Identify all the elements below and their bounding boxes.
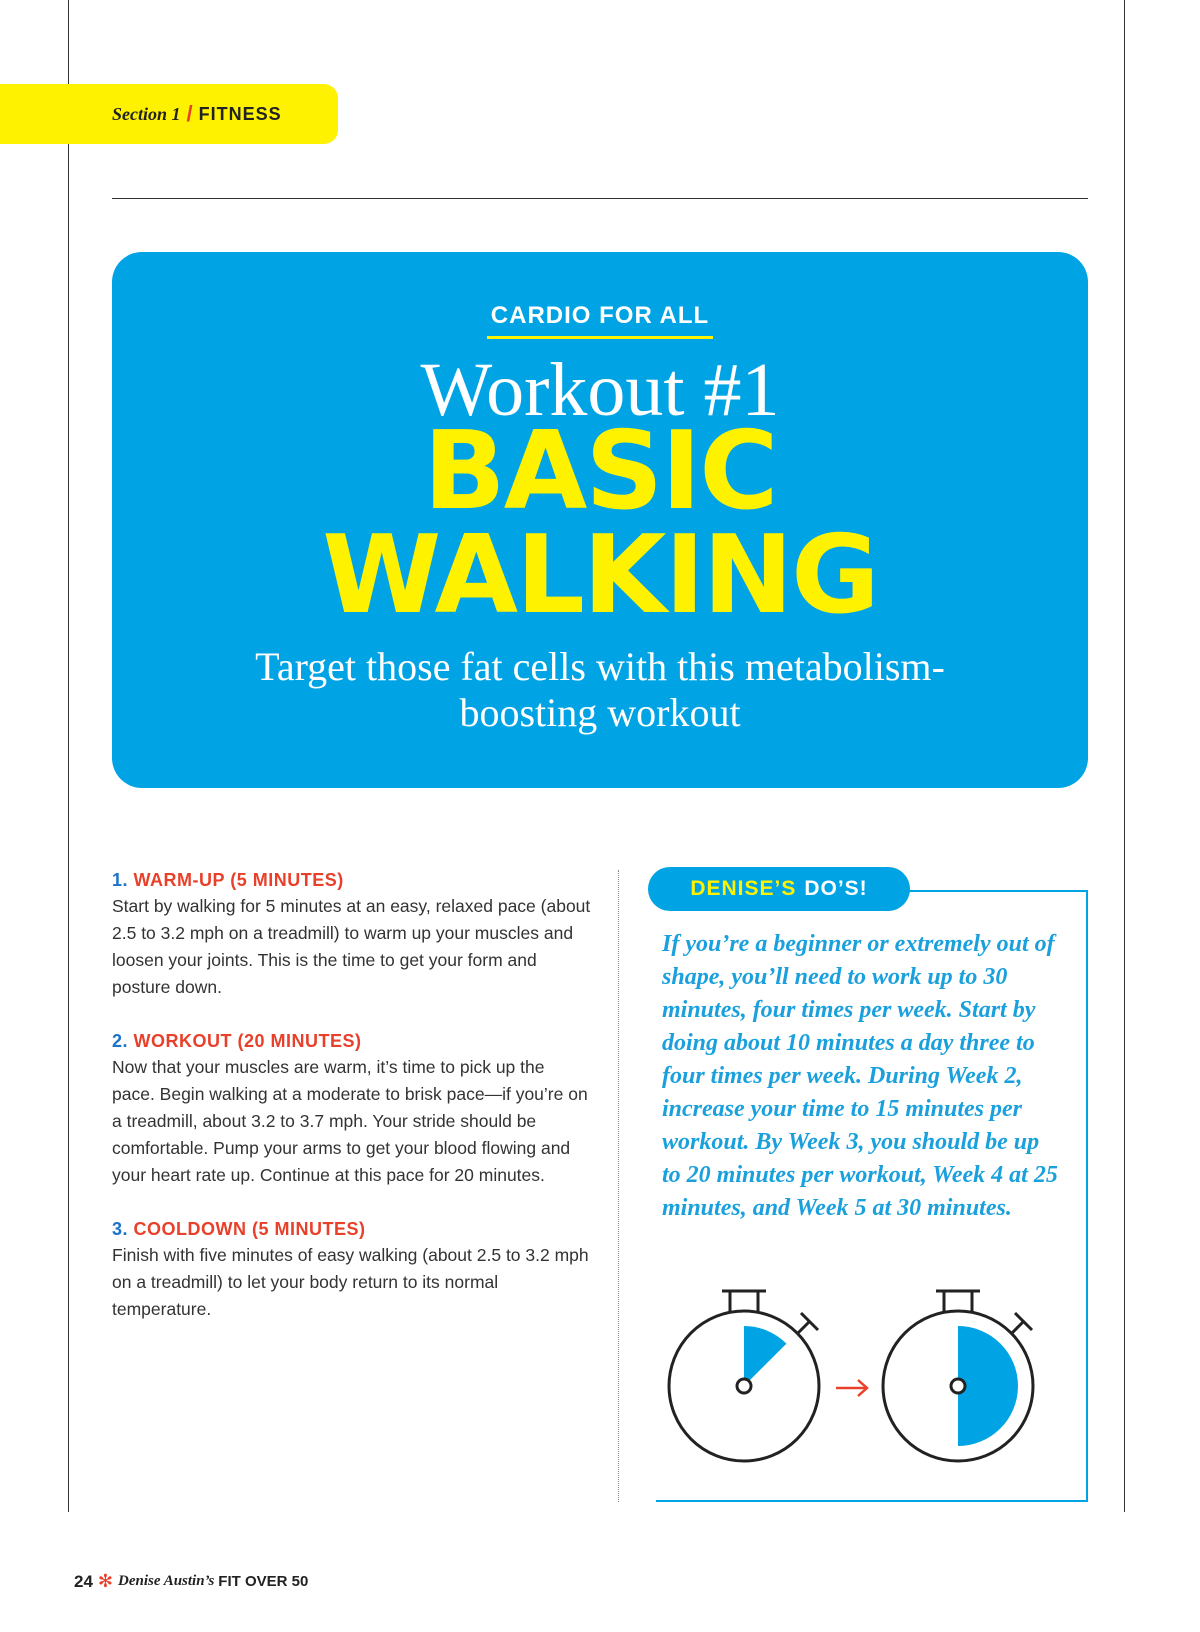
step-body: Finish with five minutes of easy walking (about 2.5 to 3.2 mph on a treadmill) to let your body return to its normal temperature. bbox=[112, 1245, 589, 1319]
stopwatch-svg bbox=[656, 1284, 1076, 1484]
dos-badge-name: DENISE’S bbox=[690, 877, 797, 900]
section-slash: / bbox=[186, 101, 193, 126]
column-divider bbox=[618, 870, 619, 1502]
step-heading bbox=[112, 1031, 592, 1052]
section-tab bbox=[0, 84, 338, 144]
dos-badge-label: DO’S! bbox=[804, 877, 868, 900]
footer-book-title: FIT OVER 50 bbox=[218, 1573, 309, 1590]
step-number: 3. bbox=[112, 1219, 129, 1239]
step-workout bbox=[112, 1031, 592, 1189]
header-divider bbox=[112, 198, 1088, 199]
stopwatch-illustration bbox=[656, 1284, 1076, 1489]
step-body: Start by walking for 5 minutes at an easy, relaxed pace (about 2.5 to 3.2 mph on a treadmill) to warm up your muscles and loosen your joints. This is the time to get your form and posture down. bbox=[112, 896, 591, 997]
dos-badge bbox=[648, 867, 910, 911]
step-number: 2. bbox=[112, 1031, 129, 1051]
page-right-rule bbox=[1124, 0, 1125, 1512]
hero-subtitle-line-1: Target those fat cells with this metabolism- bbox=[255, 644, 945, 689]
step-title: WARM-UP (5 MINUTES) bbox=[133, 870, 344, 890]
stopwatch-start-icon bbox=[669, 1291, 819, 1461]
page-number: 24 bbox=[74, 1571, 93, 1591]
hero-subtitle bbox=[172, 644, 1028, 736]
hero-kicker bbox=[112, 302, 1088, 339]
section-topic: FITNESS bbox=[198, 103, 282, 124]
workout-steps bbox=[112, 870, 592, 1353]
hero-title-line-1: BASIC bbox=[423, 409, 777, 534]
right-arrow-icon bbox=[836, 1380, 867, 1396]
step-title: WORKOUT (20 MINUTES) bbox=[133, 1031, 362, 1051]
step-number: 1. bbox=[112, 870, 129, 890]
step-cooldown bbox=[112, 1219, 592, 1323]
step-warm-up bbox=[112, 870, 592, 1001]
hero-subtitle-line-2: boosting workout bbox=[459, 690, 741, 735]
kicker-text: CARDIO FOR ALL bbox=[487, 302, 713, 339]
page-footer bbox=[74, 1571, 308, 1592]
workout-number: Workout #1 bbox=[420, 348, 780, 432]
step-heading bbox=[112, 1219, 592, 1240]
dos-text: If you’re a beginner or extremely out of shape, you’ll need to work up to 30 minutes, four times per week. Start by doing about 10 minutes a day three to four times per week. During Week 2, increase your time to 15 minutes per workout. By Week 3, you should be up to 20 minutes per workout, Week 4 at 25 minutes, and Week 5 at 30 minutes. bbox=[662, 931, 1058, 1221]
section-label: Section 1 bbox=[112, 103, 181, 124]
step-heading bbox=[112, 870, 592, 891]
hero-title-line-2: WALKING bbox=[322, 513, 878, 638]
asterisk-icon: ✻ bbox=[97, 1571, 114, 1591]
footer-author: Denise Austin’s bbox=[118, 1573, 215, 1589]
step-body: Now that your muscles are warm, it’s time to pick up the pace. Begin walking at a moderate to brisk pace—if you’re on a treadmill, about 3.2 to 3.7 mph. Your stride should be comfortable. Pump your arms to get your blood flowing and your heart rate up. Continue at this pace for 20 minutes. bbox=[112, 1057, 588, 1185]
hero-title bbox=[112, 409, 1088, 638]
stopwatch-end-icon bbox=[883, 1291, 1033, 1461]
page-left-rule bbox=[68, 0, 69, 1512]
hero-banner bbox=[112, 252, 1088, 788]
step-title: COOLDOWN (5 MINUTES) bbox=[133, 1219, 366, 1239]
